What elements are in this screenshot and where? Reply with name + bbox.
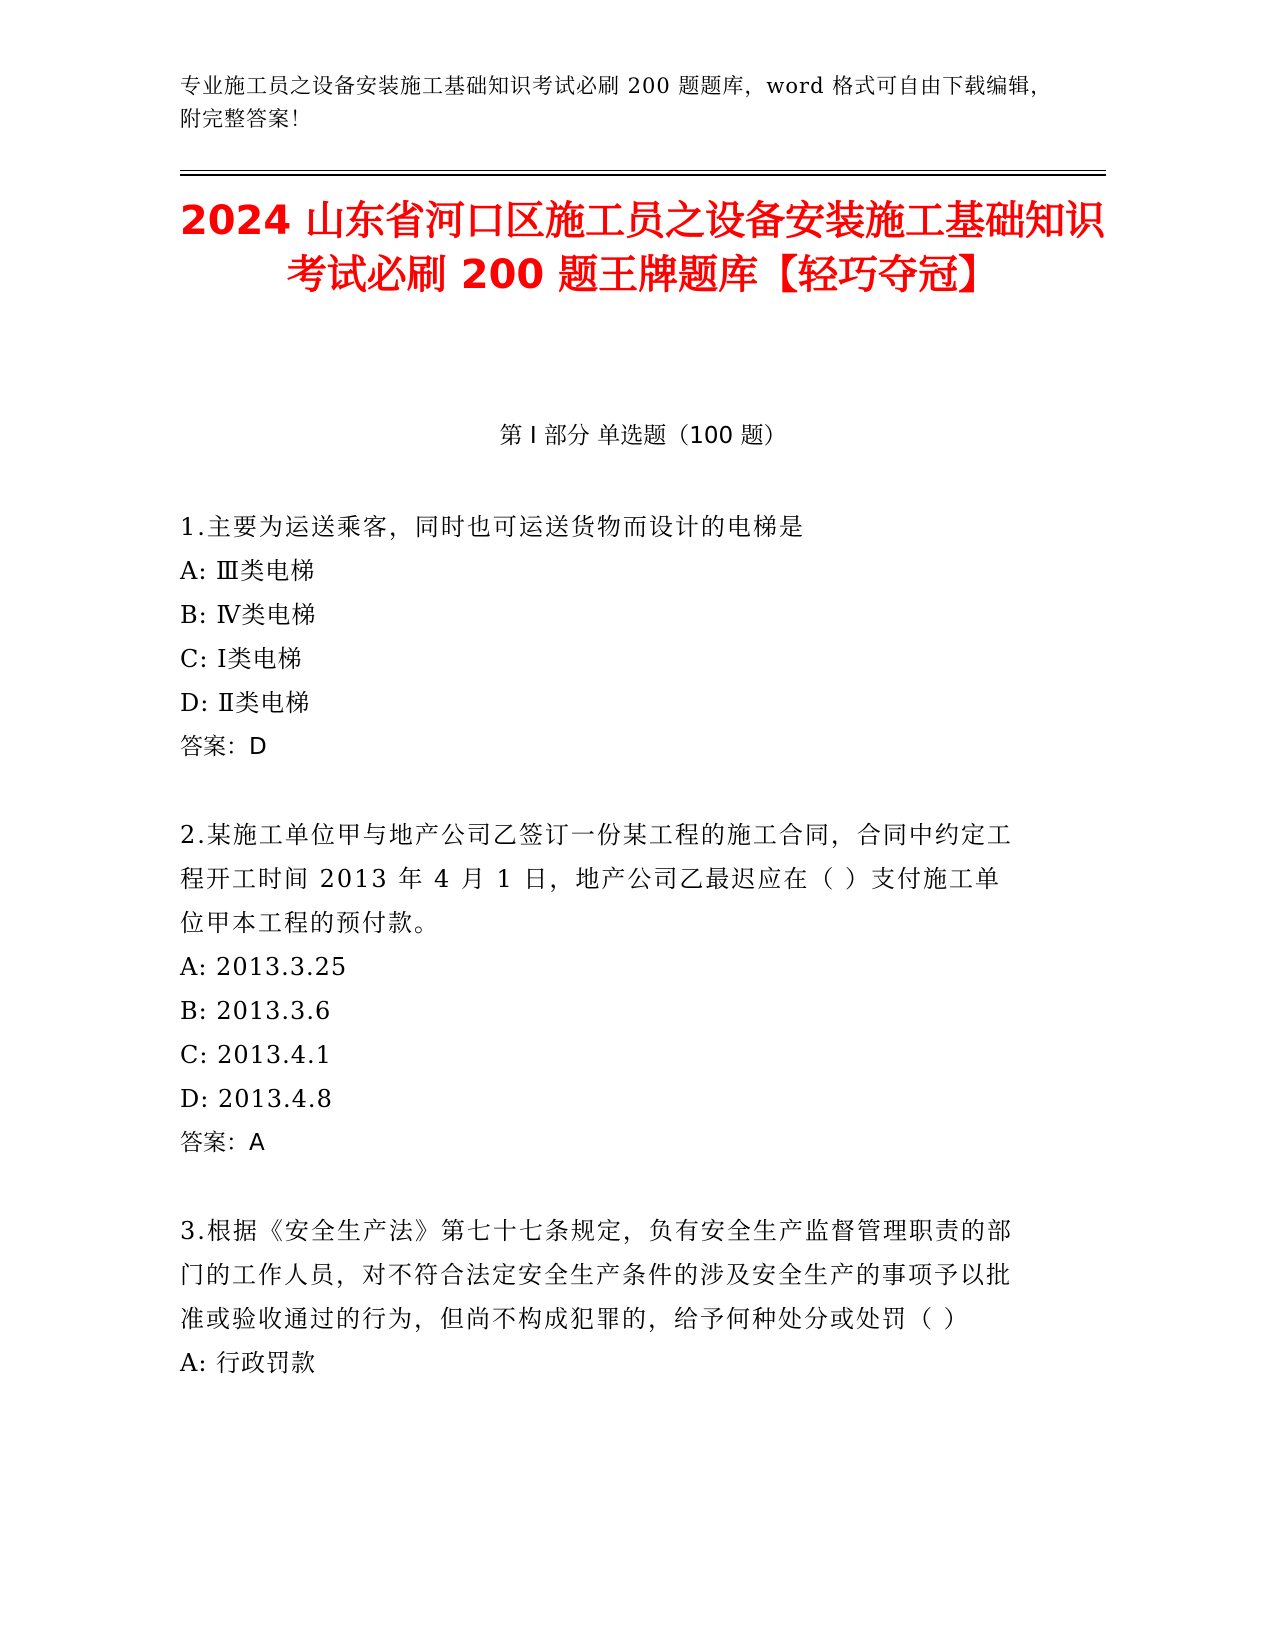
option-b: B: 2013.3.6 — [180, 997, 332, 1025]
question-text: 3.根据《安全生产法》第七十七条规定，负有安全生产监督管理职责的部门的工作人员，对不符合法定安全生产条件的涉及安全生产的事项予以批准或验收通过的行为，但尚不构成犯罪的，给予何种处分或处罚（ ） — [180, 1217, 1013, 1333]
question-list — [180, 505, 1020, 1429]
option-c: C: Ⅰ类电梯 — [180, 645, 303, 673]
option-d: D: Ⅱ类电梯 — [180, 689, 311, 717]
question-text: 2.某施工单位甲与地产公司乙签订一份某工程的施工合同，合同中约定工程开工时间 2013 年 4 月 1 日，地产公司乙最迟应在（ ）支付施工单位甲本工程的预付款。 — [180, 821, 1013, 937]
question-text: 1.主要为运送乘客，同时也可运送货物而设计的电梯是 — [180, 513, 805, 541]
answer: 答案：D — [180, 734, 267, 760]
document-title: 2024 山东省河口区施工员之设备安装施工基础知识考试必刷 200 题王牌题库【轻巧夺冠】 — [179, 198, 1106, 298]
option-a: A: Ⅲ类电梯 — [180, 557, 316, 585]
question-2 — [180, 813, 1020, 1165]
question-3 — [180, 1209, 1020, 1385]
answer: 答案：A — [180, 1130, 265, 1156]
header-divider-thick — [180, 174, 1106, 176]
option-d: D: 2013.4.8 — [180, 1085, 333, 1113]
option-a: A: 2013.3.25 — [180, 953, 348, 981]
section-heading: 第 I 部分 单选题（100 题） — [499, 423, 787, 449]
option-b: B: Ⅳ类电梯 — [180, 601, 317, 629]
option-c: C: 2013.4.1 — [180, 1041, 332, 1069]
header-divider-thin — [180, 170, 1106, 171]
question-1 — [180, 505, 1020, 769]
header-note: 专业施工员之设备安装施工基础知识考试必刷 200 题题库，word 格式可自由下载编辑，附完整答案！ — [180, 74, 1053, 131]
option-a: A: 行政罚款 — [180, 1349, 317, 1377]
